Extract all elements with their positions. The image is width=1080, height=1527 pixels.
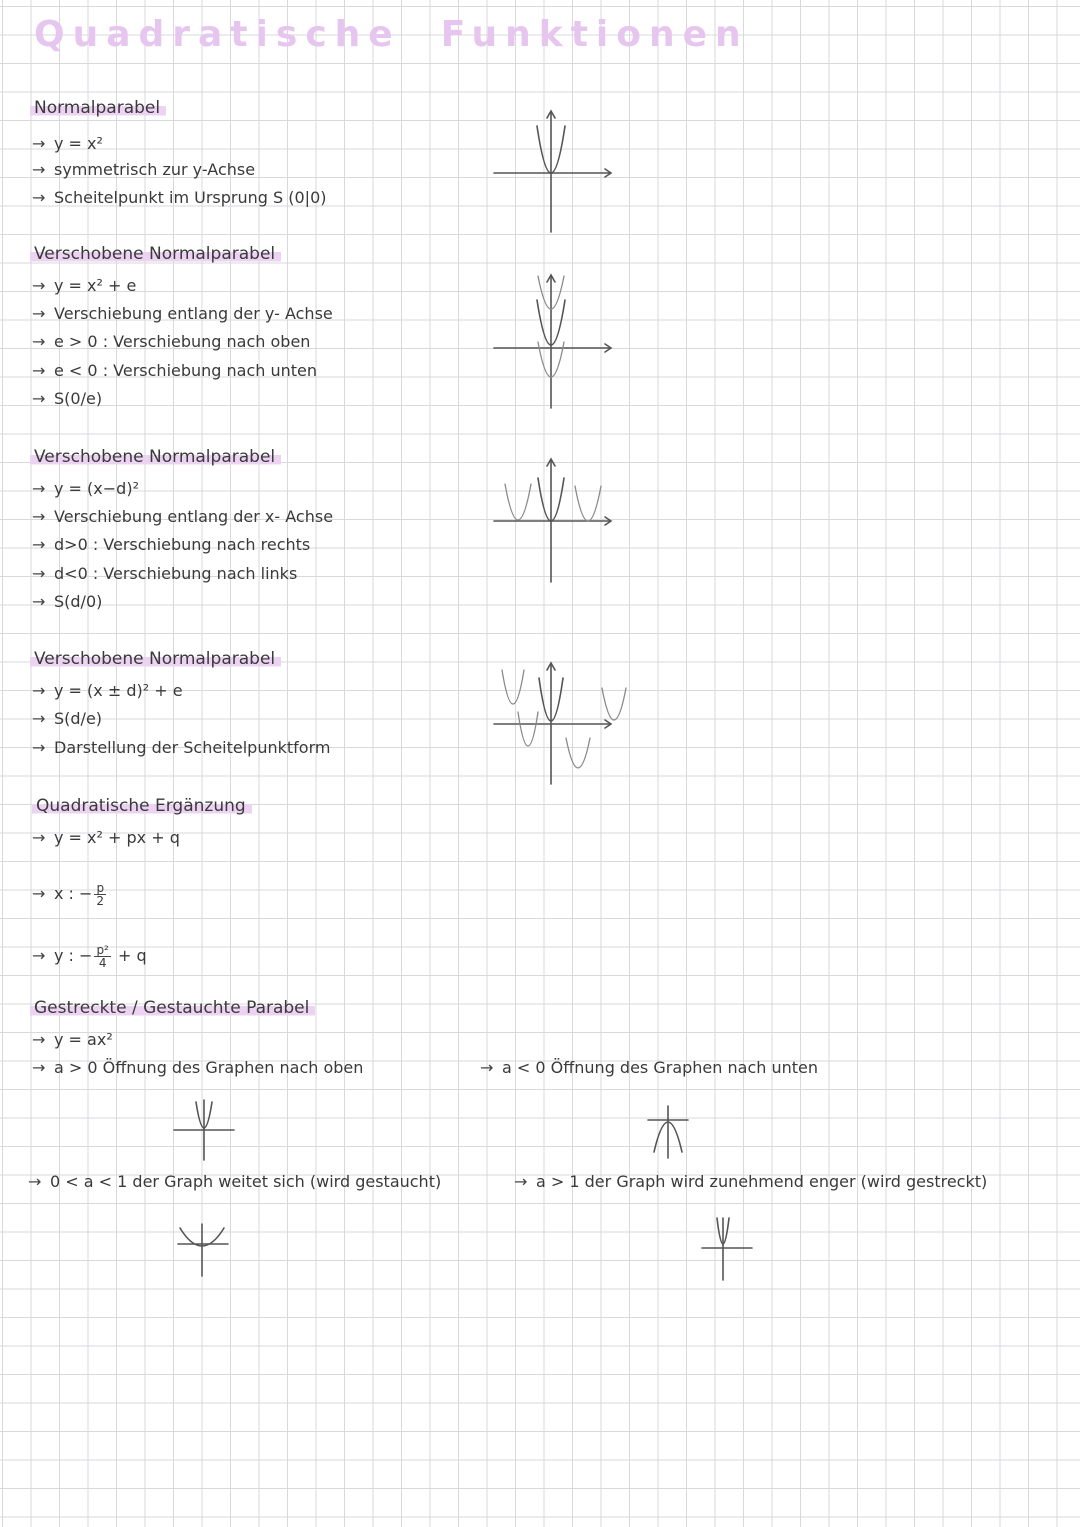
fraction-p-2: $\frac{p}{2}$: [96, 881, 105, 908]
heading-verschobene-y: Verschobene Normalparabel: [30, 244, 281, 264]
s1-line-3: → Scheitelpunkt im Ursprung S (0|0): [32, 188, 327, 207]
arrow-icon: →: [32, 507, 46, 526]
s6-case-neg: → a < 0 Öffnung des Graphen nach unten: [480, 1058, 819, 1077]
s2-line-2: → Verschiebung entlang der y- Achse: [32, 304, 333, 323]
s4-line-2: → S(d/e): [32, 709, 103, 728]
parabola-lower-right: [566, 738, 590, 768]
s2-line-3: → e > 0 : Verschiebung nach oben: [32, 332, 311, 351]
arrow-icon: →: [480, 1058, 494, 1077]
arrow-icon: →: [32, 564, 46, 583]
heading-gestreckte-gestauchte: Gestreckte / Gestauchte Parabel: [30, 998, 315, 1018]
s3-line-5: → S(d/0): [32, 592, 103, 611]
s5-y-formula: → y : − $\frac{\text{p²}}{4}$ + q: [32, 943, 147, 970]
s1-line-2: → symmetrisch zur y-Achse: [32, 160, 256, 179]
s3-line-1: → y = (x−d)²: [32, 479, 139, 498]
arrow-icon: →: [32, 389, 46, 408]
s6-case-narrow: → a > 1 der Graph wird zunehmend enger (wird gestreckt): [514, 1172, 988, 1191]
graph-narrow: [698, 1214, 756, 1282]
arrow-icon: →: [32, 946, 46, 965]
graph-vertex-form: [490, 660, 630, 788]
s3-line-4: → d<0 : Verschiebung nach links: [32, 564, 298, 583]
heading-verschobene-x: Verschobene Normalparabel: [30, 447, 281, 467]
s6-line-1: → y = ax²: [32, 1030, 113, 1049]
heading-normalparabel: Normalparabel: [30, 98, 166, 118]
arrow-icon: →: [32, 681, 46, 700]
arrow-icon: →: [32, 592, 46, 611]
title-word-1: Quadratische: [34, 14, 401, 55]
s6-case-pos: → a > 0 Öffnung des Graphen nach oben: [32, 1058, 364, 1077]
graph-open-down: [646, 1104, 690, 1160]
graph-wide: [176, 1218, 230, 1278]
graph-shift-x: [490, 456, 620, 584]
graph-open-up: [172, 1098, 236, 1162]
fraction-p2-4: $\frac{\text{p²}}{4}$: [96, 943, 109, 970]
s1-line-1: → y = x²: [32, 134, 103, 153]
s6-case-wide: → 0 < a < 1 der Graph weitet sich (wird gestaucht): [28, 1172, 442, 1191]
arrow-icon: →: [32, 332, 46, 351]
parabola-lower-left: [518, 712, 538, 746]
arrow-icon: →: [32, 709, 46, 728]
s5-x-formula: → x : − $\frac{p}{2}$: [32, 881, 105, 908]
s5-line-1: → y = x² + px + q: [32, 828, 180, 847]
arrow-icon: →: [32, 276, 46, 295]
s3-line-3: → d>0 : Verschiebung nach rechts: [32, 535, 311, 554]
parabola-left: [505, 484, 531, 520]
arrow-icon: →: [32, 884, 46, 903]
s4-line-1: → y = (x ± d)² + e: [32, 681, 183, 700]
page-title: [34, 14, 749, 55]
parabola-upper-left: [502, 670, 524, 704]
arrow-icon: →: [32, 1058, 46, 1077]
arrow-icon: →: [32, 304, 46, 323]
s2-line-5: → S(0/e): [32, 389, 103, 408]
s4-line-3: → Darstellung der Scheitelpunktform: [32, 738, 331, 757]
parabola-right: [575, 486, 601, 521]
heading-quadratische-ergaenzung: Quadratische Ergänzung: [32, 796, 252, 816]
arrow-icon: →: [32, 160, 46, 179]
graph-shift-y: [490, 272, 620, 410]
arrow-icon: →: [28, 1172, 42, 1191]
s3-line-2: → Verschiebung entlang der x- Achse: [32, 507, 334, 526]
arrow-icon: →: [32, 134, 46, 153]
arrow-icon: →: [32, 1030, 46, 1049]
arrow-icon: →: [32, 361, 46, 380]
s2-line-1: → y = x² + e: [32, 276, 137, 295]
title-word-2: Funktionen: [440, 14, 749, 55]
arrow-icon: →: [32, 479, 46, 498]
heading-scheitelpunktform: Verschobene Normalparabel: [30, 649, 281, 669]
s2-line-4: → e < 0 : Verschiebung nach unten: [32, 361, 318, 380]
arrow-icon: →: [32, 188, 46, 207]
arrow-icon: →: [32, 828, 46, 847]
arrow-icon: →: [32, 535, 46, 554]
parabola-upper-right: [602, 688, 626, 720]
arrow-icon: →: [514, 1172, 528, 1191]
arrow-icon: →: [32, 738, 46, 757]
graph-normal-parabola: [490, 108, 620, 234]
